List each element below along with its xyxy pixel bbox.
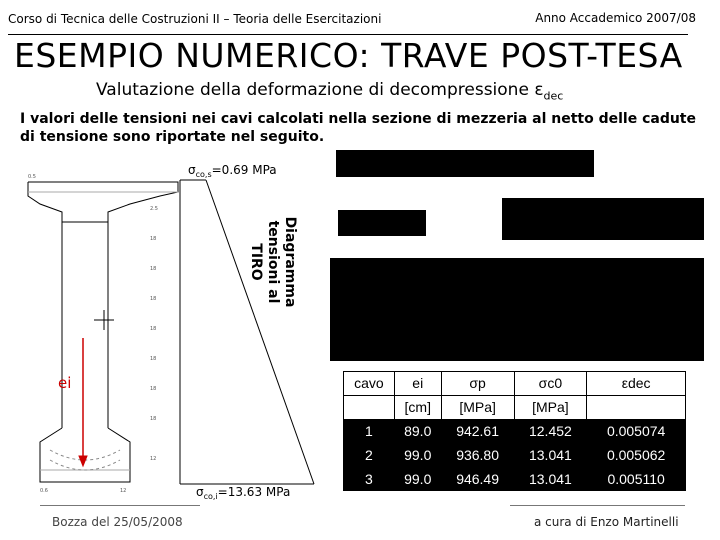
stress-top-label: $\sigma_{co,s}=0.69$ MPa [188,163,277,179]
svg-text:18: 18 [150,236,157,242]
table-cell: 13.041 [514,443,587,467]
table-cell: 2 [344,443,395,467]
table-cell: 12.452 [514,419,587,443]
footer-divider [40,505,200,506]
redacted-block [338,210,426,236]
table-unit-cell: [cm] [394,395,441,419]
stress-bottom-label: $\sigma_{co,i}=13.63$ MPa [196,485,291,501]
redacted-block [336,150,594,177]
svg-text:18: 18 [150,416,157,422]
svg-text:2.5: 2.5 [150,206,158,212]
author-credit: a cura di Enzo Martinelli [534,515,679,529]
table-cell: 1 [344,419,395,443]
table-cell: 0.005074 [587,419,686,443]
slide-subtitle: Valutazione della deformazione di decompressione $\varepsilon_{dec}$ [96,80,564,103]
table-cell: 0.005110 [587,467,686,491]
table-cell: 946.49 [441,467,514,491]
table-header-row [344,372,686,396]
table-header-cell: cavo [344,372,395,396]
svg-text:0.5: 0.5 [28,174,36,180]
redacted-block [330,258,704,361]
header-divider [8,34,688,35]
table-header-cell: σc0 [514,372,587,396]
eccentricity-arrow [79,338,87,466]
table-header-cell: ei [394,372,441,396]
course-header: Corso di Tecnica delle Costruzioni II – Teoria delle Esercitazioni [8,12,382,26]
table-unit-cell [587,395,686,419]
table-cell: 3 [344,467,395,491]
table-unit-cell: [MPa] [441,395,514,419]
intro-paragraph: I valori delle tensioni nei cavi calcolati nella sezione di mezzeria al netto delle cadute di tensione sono riportate nel seguito. [20,111,696,145]
svg-text:18: 18 [150,296,157,302]
draft-date: Bozza del 25/05/2008 [52,515,183,529]
table-cell: 942.61 [441,419,514,443]
table-header-cell: εdec [587,372,686,396]
results-table [343,371,686,491]
diagram-label: Diagramma tensioni al TIRO [248,216,298,308]
table-row [344,443,686,467]
table-row [344,467,686,491]
table-unit-cell [344,395,395,419]
table-cell: 0.005062 [587,443,686,467]
svg-text:18: 18 [150,386,157,392]
table-cell: 89.0 [394,419,441,443]
bottom-flange [40,428,130,482]
svg-text:18: 18 [150,266,157,272]
svg-text:18: 18 [150,326,157,332]
table-row [344,419,686,443]
table-cell: 99.0 [394,443,441,467]
table-header-cell: σp [441,372,514,396]
footer-divider [510,505,685,506]
table-unit-cell: [MPa] [514,395,587,419]
svg-text:12: 12 [120,488,127,494]
svg-text:18: 18 [150,356,157,362]
svg-text:12: 12 [150,456,157,462]
table-cell: 936.80 [441,443,514,467]
eccentricity-label: ei [58,374,72,392]
academic-year: Anno Accademico 2007/08 [535,11,696,25]
top-flange [28,182,178,222]
redacted-block [502,198,704,240]
svg-text:0.6: 0.6 [40,488,48,494]
slide-title: ESEMPIO NUMERICO: TRAVE POST-TESA [14,36,683,75]
table-cell: 99.0 [394,467,441,491]
table-cell: 13.041 [514,467,587,491]
table-units-row [344,395,686,419]
